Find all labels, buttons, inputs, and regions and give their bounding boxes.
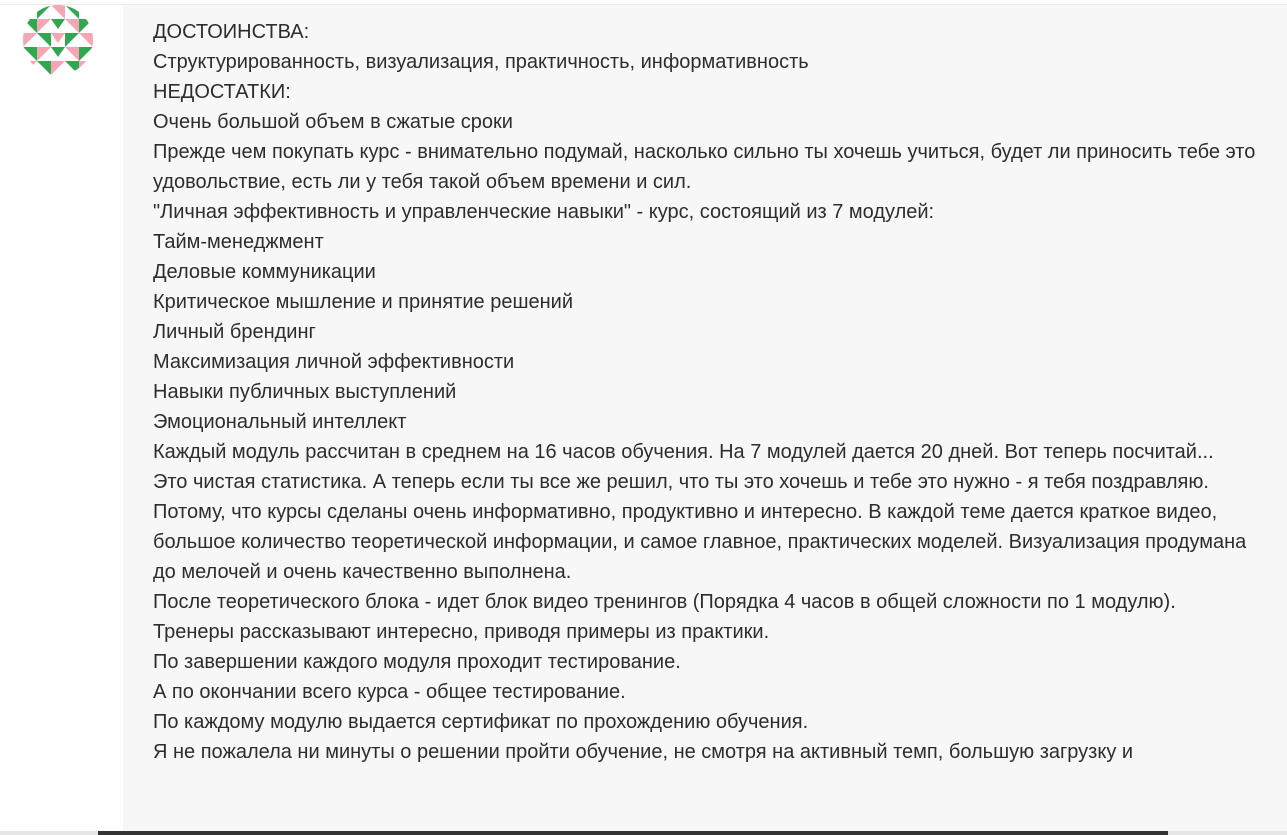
horizontal-scrollbar[interactable] [0, 831, 1287, 835]
review-line: Я не пожалела ни минуты о решении пройти обучение, не смотря на активный темп, большую загрузку и [153, 741, 1134, 763]
review-line: ДОСТОИНСТВА: [153, 21, 310, 43]
review-line: Каждый модуль рассчитан в среднем на 16 часов обучения. На 7 модулей дается 20 дней. Вот теперь посчитай... [153, 441, 1214, 463]
review-line: А по окончании всего курса - общее тестирование. [153, 681, 626, 703]
review-line: Личный брендинг [153, 321, 316, 343]
triangle-pattern-avatar-icon [23, 5, 93, 75]
review-line: По каждому модулю выдается сертификат по прохождению обучения. [153, 711, 809, 733]
review-line: Структурированность, визуализация, практичность, информативность [153, 51, 809, 73]
scrollbar-thumb[interactable] [98, 831, 1168, 835]
avatar[interactable] [23, 5, 93, 75]
review-line: После теоретического блока - идет блок видео тренингов (Порядка 4 часов в общей сложности по 1 модулю). Тренеры рассказывают интересно, приводя примеры из практики. [153, 591, 1182, 643]
review-line: Очень большой объем в сжатые сроки [153, 111, 513, 133]
review-line: "Личная эффективность и управленческие навыки" - курс, состоящий из 7 модулей: [153, 201, 935, 223]
review-line: Это чистая статистика. А теперь если ты все же решил, что ты это хочешь и тебе это нужно - я тебя поздравляю. [153, 471, 1209, 493]
review-line: НЕДОСТАТКИ: [153, 81, 291, 103]
review-line: Деловые коммуникации [153, 261, 376, 283]
review-line: По завершении каждого модуля проходит тестирование. [153, 651, 681, 673]
review-line: Максимизация личной эффективности [153, 351, 515, 373]
reviewer-column [0, 5, 123, 835]
review-line: Критическое мышление и принятие решений [153, 291, 573, 313]
review-line: Навыки публичных выступлений [153, 381, 457, 403]
review-line: Тайм-менеджмент [153, 231, 324, 253]
review-body [123, 5, 1287, 835]
review-text [153, 17, 1259, 767]
review-line: Эмоциональный интеллект [153, 411, 407, 433]
review-line: Прежде чем покупать курс - внимательно подумай, насколько сильно ты хочешь учиться, будет ли приносить тебе это удовольствие, есть ли у тебя такой объем времени и сил. [153, 141, 1261, 193]
review-line: Потому, что курсы сделаны очень информативно, продуктивно и интересно. В каждой теме дается краткое видео, большое количество теоретической информации, и самое главное, практических моделей. Визуализация продумана до мелочей и очень качественно выполнена. [153, 501, 1252, 583]
